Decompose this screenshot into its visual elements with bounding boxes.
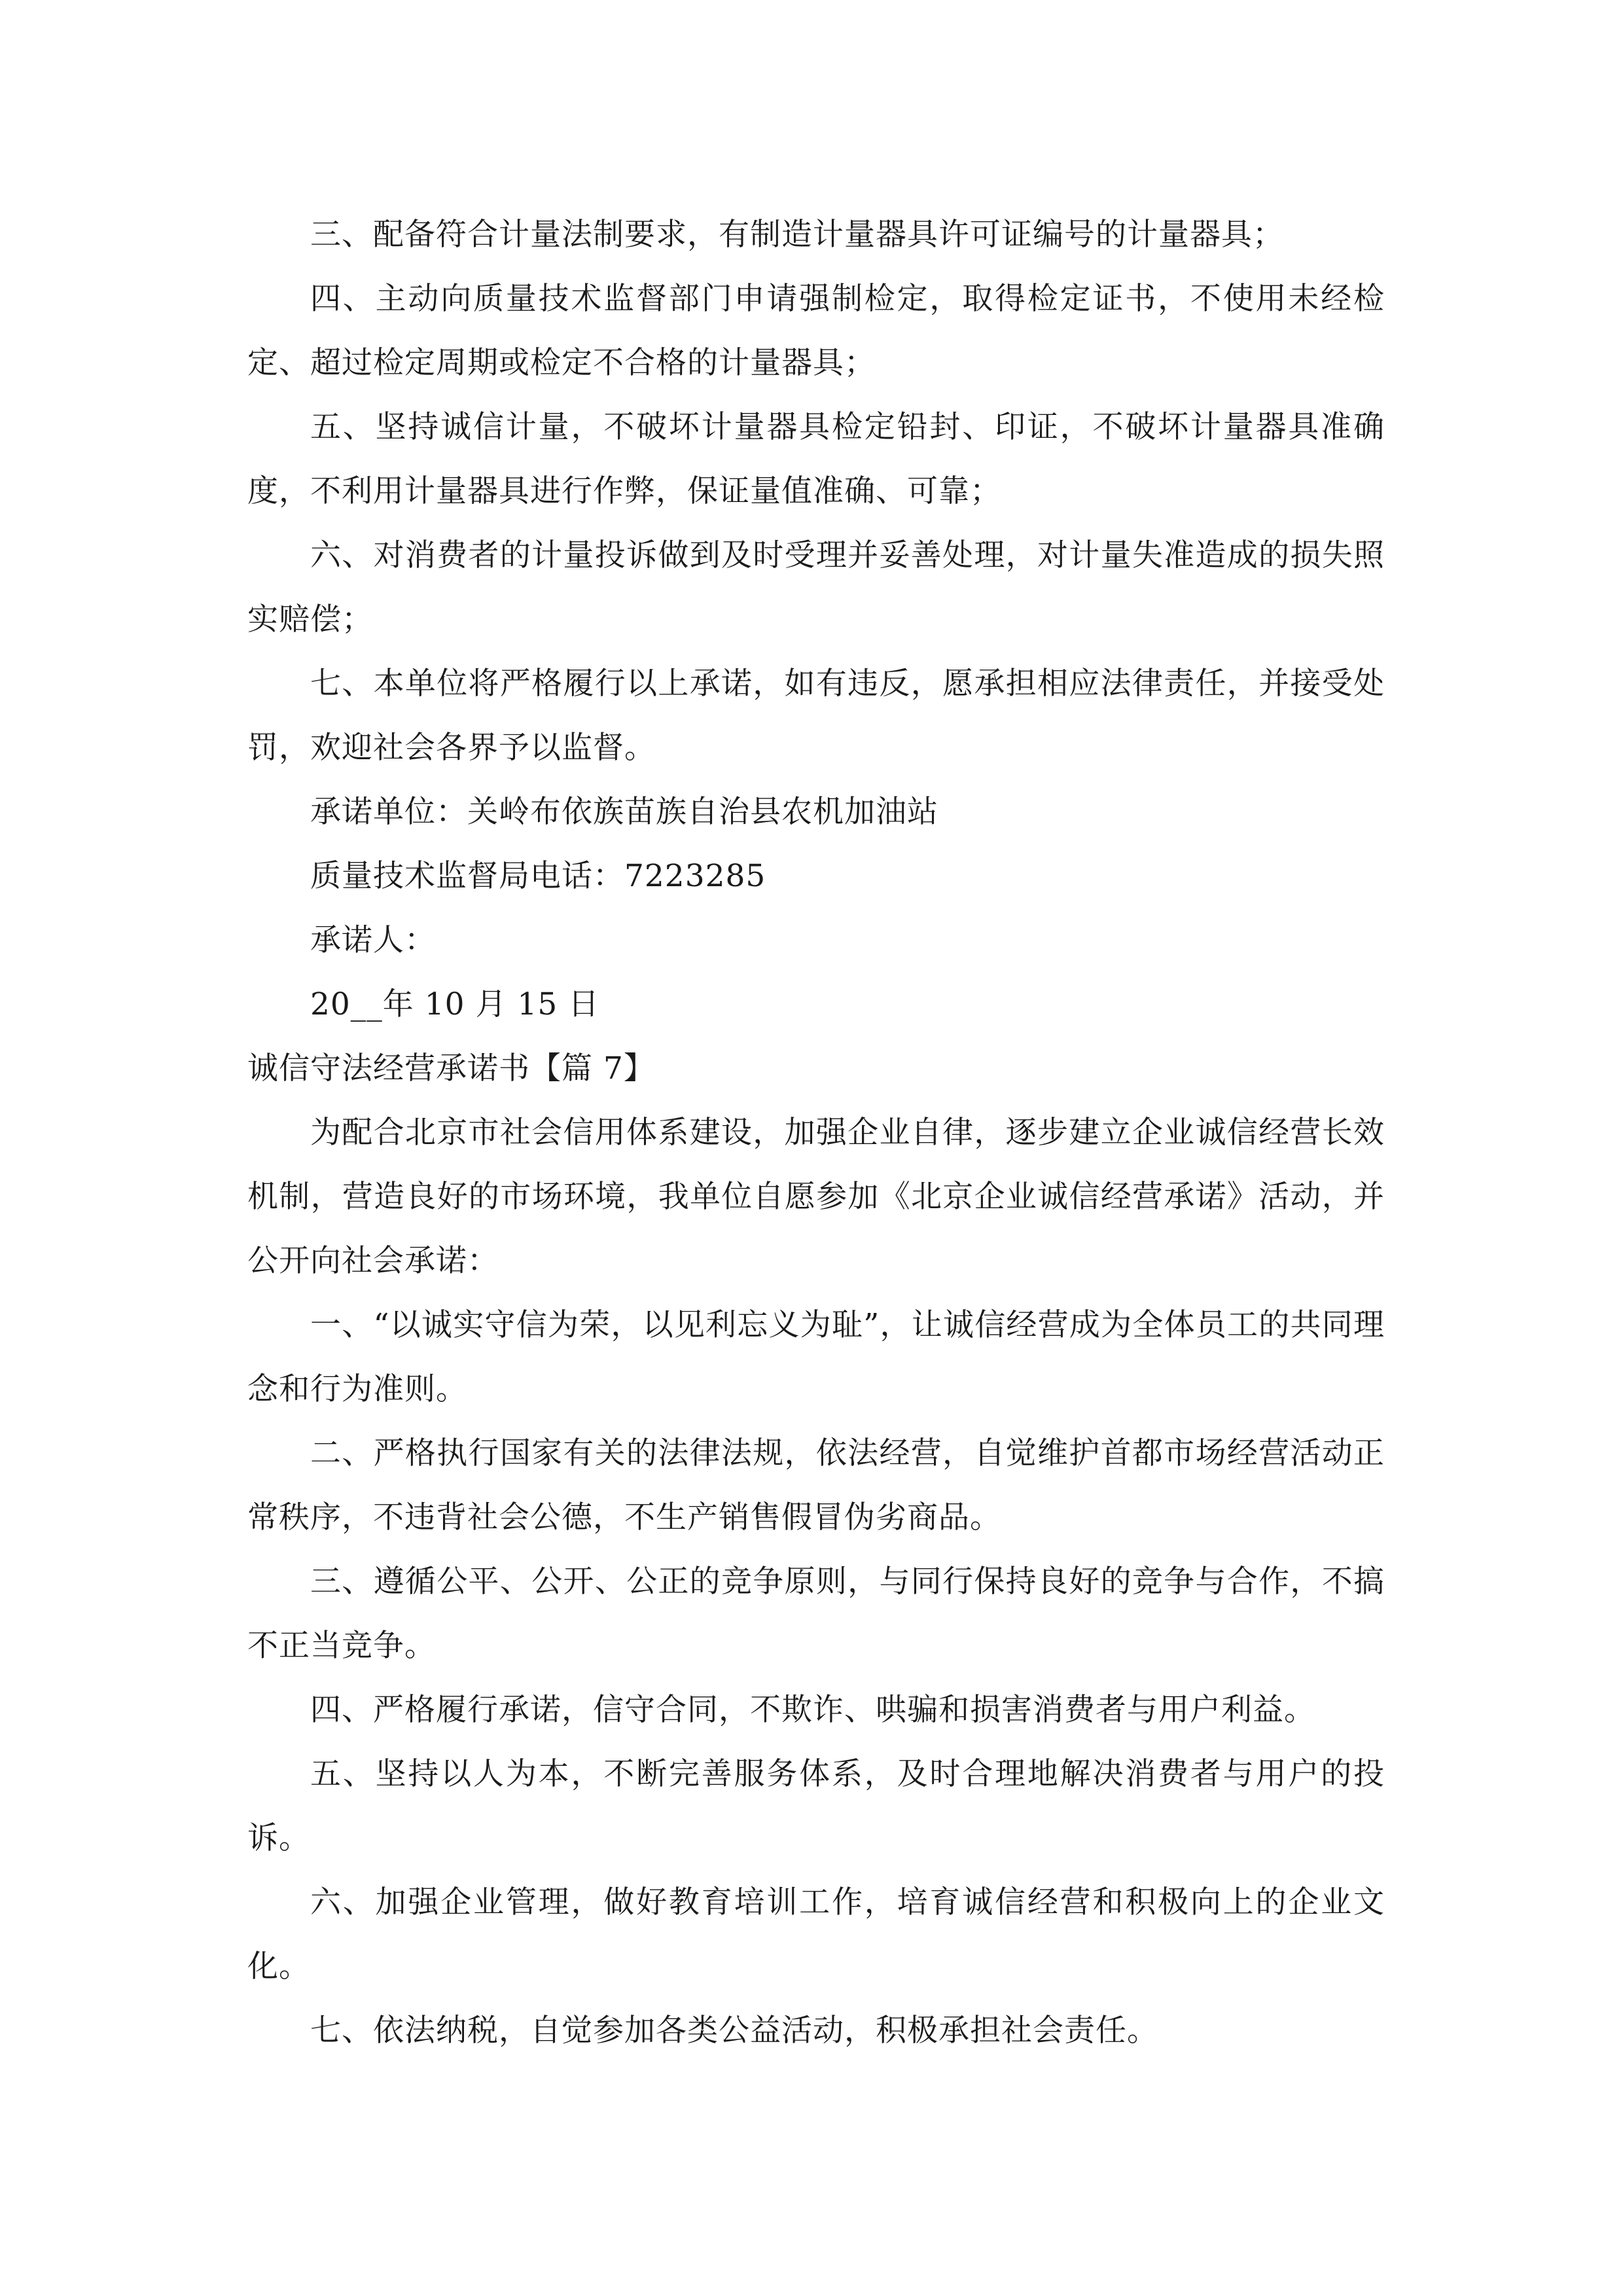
paragraph-mandatory-verification: 四、主动向质量技术监督部门申请强制检定，取得检定证书，不使用未经检定、超过检定周期或检定不合格的计量器具； (247, 281, 1385, 381)
pledger: 承诺人： (310, 922, 436, 958)
pledge-unit: 承诺单位：关岭布依族苗族自治县农机加油站 (310, 794, 938, 830)
paragraph-integrity-honor: 一、“以诚实守信为荣，以见利忘义为耻”，让诚信经营成为全体员工的共同理念和行为准则。 (247, 1307, 1385, 1407)
paragraph-tax: 七、依法纳税，自觉参加各类公益活动，积极承担社会责任。 (310, 2013, 1158, 2049)
paragraph-honest-measurement: 五、坚持诚信计量，不破坏计量器具检定铅封、印证，不破坏计量器具准确度，不利用计量器具进行作弊，保证量值准确、可靠； (247, 409, 1385, 509)
bureau-phone: 质量技术监督局电话：7223285 (310, 858, 766, 894)
paragraph-measuring-instruments: 三、配备符合计量法制要求，有制造计量器具许可证编号的计量器具； (310, 217, 1284, 253)
paragraph-management: 六、加强企业管理，做好教育培训工作，培育诚信经营和积极向上的企业文化。 (247, 1884, 1385, 1984)
paragraph-intro: 为配合北京市社会信用体系建设，加强企业自律，逐步建立企业诚信经营长效机制，营造良好的市场环境，我单位自愿参加《北京企业诚信经营承诺》活动，并公开向社会承诺： (247, 1115, 1385, 1279)
paragraph-service: 五、坚持以人为本，不断完善服务体系，及时合理地解决消费者与用户的投诉。 (247, 1756, 1385, 1856)
paragraph-fair-competition: 三、遵循公平、公开、公正的竞争原则，与同行保持良好的竞争与合作，不搞不正当竞争。 (247, 1564, 1385, 1664)
paragraph-legal-responsibility: 七、本单位将严格履行以上承诺，如有违反，愿承担相应法律责任，并接受处罚，欢迎社会各界予以监督。 (247, 666, 1385, 766)
paragraph-laws: 二、严格执行国家有关的法律法规，依法经营，自觉维护首都市场经营活动正常秩序，不违背社会公德，不生产销售假冒伪劣商品。 (247, 1435, 1385, 1535)
document-body (247, 203, 1385, 2063)
paragraph-contracts: 四、严格履行承诺，信守合同，不欺诈、哄骗和损害消费者与用户利益。 (310, 1692, 1315, 1728)
paragraph-complaints: 六、对消费者的计量投诉做到及时受理并妥善处理，对计量失准造成的损失照实赔偿； (247, 537, 1385, 637)
section-title: 诚信守法经营承诺书【篇 7】 (247, 1050, 655, 1086)
pledge-date: 20__年 10 月 15 日 (310, 986, 600, 1022)
